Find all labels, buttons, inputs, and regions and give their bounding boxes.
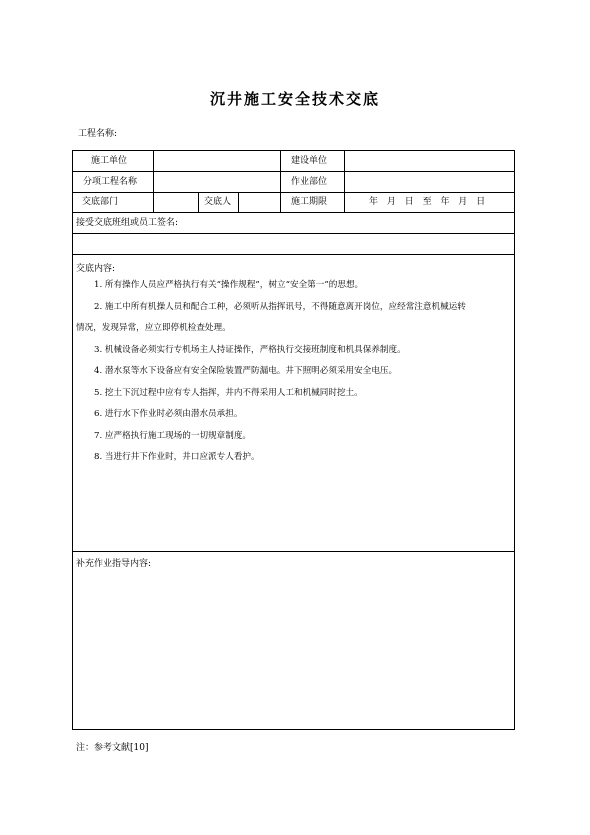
content-line: 4. 潜水泵等水下设备应有安全保险装置严防漏电。井下照明必须采用安全电压。 — [94, 366, 398, 376]
staff-signature-label: 接受交底班组或员工签名: — [76, 218, 179, 228]
handover-form-table — [72, 150, 515, 730]
handover-content-label: 交底内容: — [76, 264, 116, 274]
document-title: 沉井施工安全技术交底 — [209, 90, 380, 108]
content-line: 7. 应严格执行施工现场的一切规章制度。 — [94, 430, 252, 441]
reference-note: 注：参考文献[10] — [76, 743, 149, 753]
row-divider — [73, 551, 514, 552]
row-divider — [73, 212, 514, 213]
content-line: 6. 进行水下作业时必须由潜水员承担。 — [94, 409, 243, 419]
supplement-guidance-label: 补充作业指导内容: — [76, 559, 152, 569]
row-divider — [73, 233, 514, 234]
handover-content-list — [76, 275, 512, 469]
content-line: 2. 施工中所有机操人员和配合工种，必须听从指挥讯号，不得随意离开岗位，应经常注意机械运转 — [94, 301, 466, 312]
subproject-name-label: 分项工程名称 — [83, 177, 138, 187]
handover-department-label: 交底部门 — [82, 197, 119, 207]
construction-period-label: 施工期限 — [291, 197, 328, 207]
construction-unit-label: 施工单位 — [91, 156, 128, 166]
content-line: 1. 所有操作人员应严格执行有关“操作规程”，树立“安全第一”的思想。 — [94, 280, 364, 290]
content-line: 3. 机械设备必须实行专机场主人持证操作，严格执行交接班制度和机具保养制度。 — [94, 344, 406, 355]
column-divider — [198, 192, 199, 212]
content-line: 5. 挖土下沉过程中应有专人指挥，井内不得采用人工和机械同时挖土。 — [94, 387, 363, 398]
column-divider — [344, 151, 345, 212]
column-divider — [280, 151, 281, 212]
building-unit-label: 建设单位 — [291, 156, 328, 166]
work-area-label: 作业部位 — [291, 177, 328, 187]
content-line: 8. 当进行井下作业时，井口应派专人看护。 — [94, 452, 260, 462]
content-line: 情况，发现异常，应立即停机检查处理。 — [76, 323, 231, 333]
column-divider — [238, 192, 239, 212]
row-divider — [73, 171, 514, 172]
project-name-label: 工程名称: — [78, 129, 118, 139]
row-divider — [73, 192, 514, 193]
column-divider — [153, 151, 154, 212]
row-divider — [73, 254, 514, 255]
handover-person-label: 交底人 — [204, 197, 232, 207]
construction-period-dates: 年 月 日 至 年 月 日 — [369, 197, 486, 207]
